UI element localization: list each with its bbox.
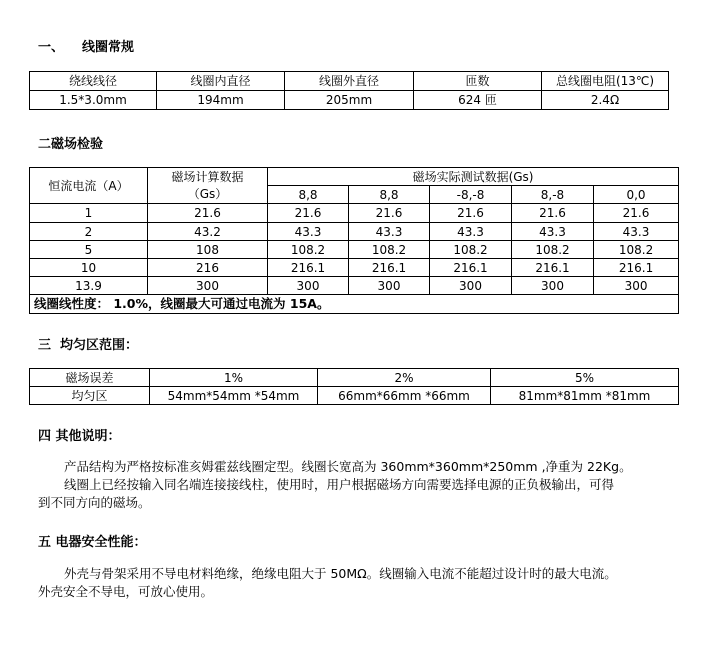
header-outer-diameter: 线圈外直径 <box>285 72 414 91</box>
section-5-title: 五 电器安全性能： <box>38 535 147 550</box>
current-cell: 1 <box>30 204 148 223</box>
calc-cell: 108 <box>148 241 268 259</box>
linearity-row <box>30 295 679 314</box>
position-header: 8,8 <box>268 186 349 204</box>
region-5-percent: 81mm*81mm *81mm <box>491 387 679 405</box>
uniform-row-error <box>30 369 679 387</box>
measured-cell: 300 <box>430 277 512 295</box>
measured-cell: 43.3 <box>430 223 512 241</box>
section-5-paragraph-1a: 外壳与骨架采用不导电材料绝缘，绝缘电阻大于 50MΩ。线圈输入电流不能超过设计时的最大电流。 <box>64 566 617 581</box>
header-total-resistance: 总线圈电阻(13℃) <box>542 72 669 91</box>
measured-cell: 108.2 <box>349 241 430 259</box>
section-3-number: 三 <box>38 338 52 353</box>
header-measured-field: 磁场实际测试数据(Gs) <box>268 168 679 186</box>
measured-cell: 300 <box>594 277 679 295</box>
measured-cell: 108.2 <box>512 241 594 259</box>
section-1-title: 线圈常规 <box>82 40 135 55</box>
table-row <box>30 259 679 277</box>
measured-cell: 108.2 <box>268 241 349 259</box>
section-1-number: 一、 <box>38 40 65 55</box>
linearity-note: 线圈线性度： 1.0%，线圈最大可通过电流为 15A。 <box>30 295 679 314</box>
header-calculated-field-line1: 磁场计算数据 <box>171 169 244 184</box>
current-cell: 10 <box>30 259 148 277</box>
section-4-paragraph-1: 产品结构为严格按标准亥姆霍兹线圈定型。线圈长宽高为 360mm*360mm*250mm ,净重为 22Kg。 <box>64 459 632 474</box>
error-2-percent: 2% <box>318 369 491 387</box>
section-4-title: 四 其他说明： <box>38 429 121 444</box>
table-row <box>30 204 679 223</box>
measured-cell: 216.1 <box>430 259 512 277</box>
measured-cell: 216.1 <box>268 259 349 277</box>
header-inner-diameter: 线圈内直径 <box>157 72 285 91</box>
measured-cell: 21.6 <box>594 204 679 223</box>
table-row <box>30 223 679 241</box>
label-uniform-region: 均匀区 <box>30 387 150 405</box>
position-header: -8,-8 <box>430 186 512 204</box>
position-header: 0,0 <box>594 186 679 204</box>
calc-cell: 216 <box>148 259 268 277</box>
value-total-resistance: 2.4Ω <box>542 91 669 110</box>
position-header: 8,-8 <box>512 186 594 204</box>
measured-cell: 43.3 <box>349 223 430 241</box>
section-4-paragraph-2a: 线圈上已经按输入同名端连接接线柱，使用时，用户根据磁场方向需要选择电源的正负极输出，可得 <box>64 477 615 492</box>
current-cell: 5 <box>30 241 148 259</box>
section-3-title: 均匀区范围： <box>60 338 139 353</box>
measured-cell: 21.6 <box>512 204 594 223</box>
section-4-paragraph-2b: 到不同方向的磁场。 <box>38 495 151 510</box>
label-field-error: 磁场误差 <box>30 369 150 387</box>
position-header: 8,8 <box>349 186 430 204</box>
measured-cell: 216.1 <box>594 259 679 277</box>
measured-cell: 300 <box>512 277 594 295</box>
coil-spec-value-row <box>30 91 669 110</box>
region-2-percent: 66mm*66mm *66mm <box>318 387 491 405</box>
measured-cell: 21.6 <box>268 204 349 223</box>
header-wire-gauge: 绕线线径 <box>30 72 157 91</box>
current-cell: 2 <box>30 223 148 241</box>
measured-cell: 43.3 <box>594 223 679 241</box>
measured-cell: 43.3 <box>512 223 594 241</box>
measured-cell: 21.6 <box>430 204 512 223</box>
measured-cell: 43.3 <box>268 223 349 241</box>
uniform-region-table <box>29 368 679 405</box>
measured-cell: 300 <box>268 277 349 295</box>
header-calculated-field <box>148 168 268 204</box>
value-outer-diameter: 205mm <box>285 91 414 110</box>
field-header-row-1 <box>30 168 679 186</box>
value-inner-diameter: 194mm <box>157 91 285 110</box>
calc-cell: 43.2 <box>148 223 268 241</box>
value-wire-gauge: 1.5*3.0mm <box>30 91 157 110</box>
measured-cell: 216.1 <box>349 259 430 277</box>
uniform-row-region <box>30 387 679 405</box>
error-1-percent: 1% <box>150 369 318 387</box>
measured-cell: 21.6 <box>349 204 430 223</box>
section-2-title: 二磁场检验 <box>38 137 104 152</box>
header-turns: 匝数 <box>414 72 542 91</box>
current-cell: 13.9 <box>30 277 148 295</box>
calc-cell: 300 <box>148 277 268 295</box>
error-5-percent: 5% <box>491 369 679 387</box>
measured-cell: 108.2 <box>594 241 679 259</box>
measured-cell: 216.1 <box>512 259 594 277</box>
measured-cell: 108.2 <box>430 241 512 259</box>
section-5-paragraph-1b: 外壳安全不导电，可放心使用。 <box>38 584 214 599</box>
region-1-percent: 54mm*54mm *54mm <box>150 387 318 405</box>
table-row <box>30 277 679 295</box>
magnetic-field-table <box>29 167 679 314</box>
header-calculated-field-line2: （Gs） <box>187 186 228 201</box>
measured-cell: 300 <box>349 277 430 295</box>
header-constant-current: 恒流电流（A） <box>30 168 148 204</box>
value-turns: 624 匝 <box>414 91 542 110</box>
calc-cell: 21.6 <box>148 204 268 223</box>
table-row <box>30 241 679 259</box>
coil-spec-table <box>29 71 669 110</box>
coil-spec-header-row <box>30 72 669 91</box>
